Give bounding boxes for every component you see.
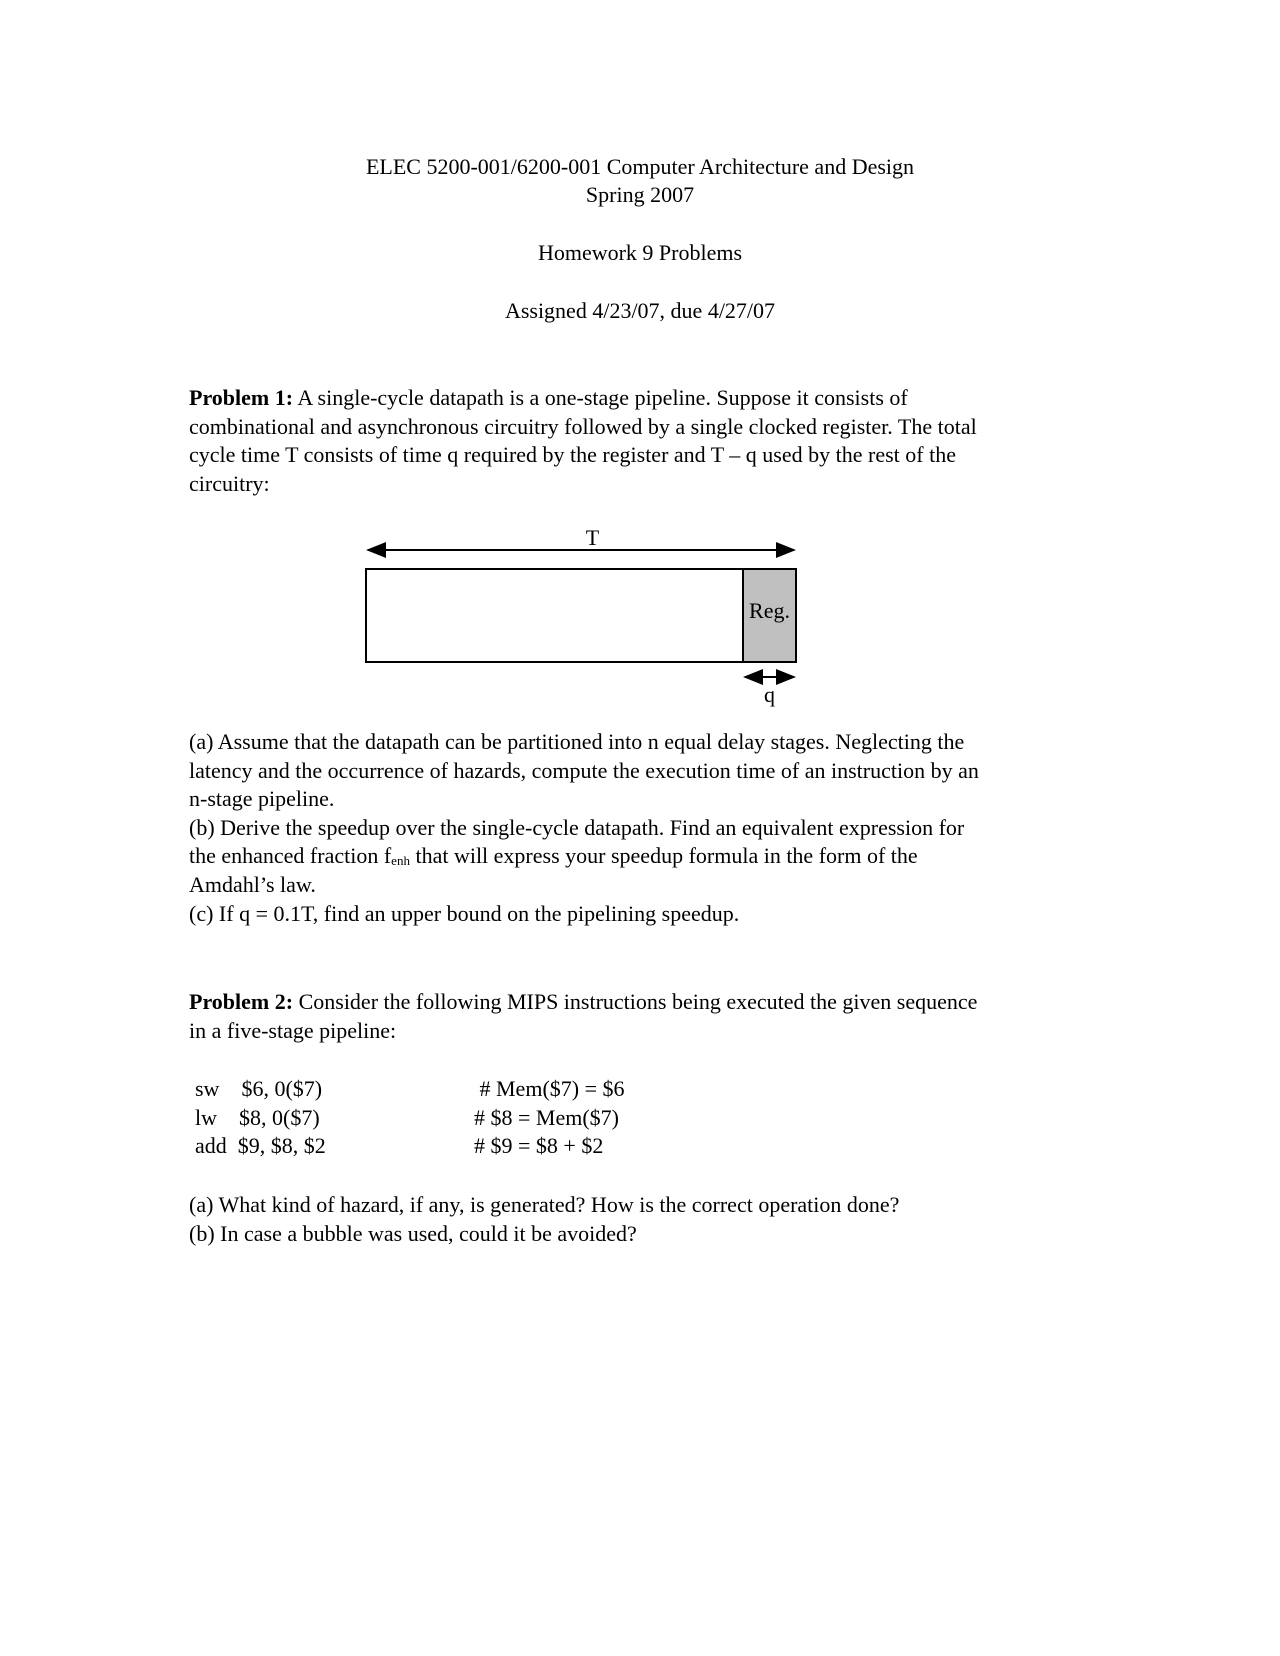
text-line: the enhanced fraction $f_{enh}$ that will express your speedup formula in the form of the — [189, 843, 918, 869]
text-line: latency and the occurrence of hazards, compute the execution time of an instruction by an — [189, 757, 979, 783]
problem2-parts — [189, 1191, 1099, 1248]
text-line: (a) Assume that the datapath can be partitioned into n equal delay stages. Neglecting the — [189, 729, 965, 754]
subscript-enh: enh — [391, 853, 410, 869]
code-line: sw $6, 0($7) — [195, 1076, 323, 1101]
code-comments — [474, 1075, 625, 1161]
text-line: n-stage pipeline. — [189, 786, 335, 812]
term: Spring 2007 — [585, 182, 695, 207]
t-label: T — [585, 525, 600, 550]
text-line: (c) If q = 0.1T, find an upper bound on the pipelining speedup. — [189, 900, 740, 926]
comment-line: # Mem($7) = $6 — [474, 1076, 625, 1101]
homework-title: Homework 9 Problems — [537, 240, 743, 265]
q-label: q — [764, 682, 775, 707]
text-line: Consider the following MIPS instructions being executed the given sequence — [293, 989, 978, 1014]
problem2-intro — [189, 988, 1099, 1045]
problem1-label: Problem 1: — [189, 385, 294, 410]
register-label: Reg. — [749, 598, 790, 623]
text-line: circuitry: — [189, 470, 270, 496]
text-line: (b) In case a bubble was used, could it be avoided? — [189, 1220, 637, 1246]
problem2-label: Problem 2: — [189, 989, 294, 1014]
combinational-logic-box — [366, 569, 743, 662]
text-line: in a five-stage pipeline: — [189, 1017, 397, 1043]
code-line: lw $8, 0($7) — [195, 1104, 320, 1130]
mips-code — [195, 1075, 326, 1161]
assignment-dates: Assigned 4/23/07, due 4/27/07 — [504, 298, 776, 323]
text-line: Amdahl’s law. — [189, 871, 316, 897]
code-line: add $9, $8, $2 — [195, 1133, 326, 1159]
text-line: combinational and asynchronous circuitry followed by a single clocked register. The total — [189, 413, 977, 439]
text-line: (a) What kind of hazard, if any, is generated? How is the correct operation done? — [189, 1192, 900, 1217]
text-line: cycle time T consists of time q required by the register and T – q used by the rest of the — [189, 442, 956, 468]
text-line: (b) Derive the speedup over the single-cycle datapath. Find an equivalent expression for — [189, 814, 965, 840]
text-line: A single-cycle datapath is a one-stage pipeline. Suppose it consists of — [293, 385, 908, 410]
comment-line: # $9 = $8 + $2 — [474, 1133, 604, 1159]
problem1-parts — [189, 728, 1099, 928]
course-title: ELEC 5200-001/6200-001 Computer Architecture and Design — [365, 154, 915, 179]
pipeline-diagram — [0, 0, 1280, 760]
comment-line: # $8 = Mem($7) — [474, 1104, 619, 1130]
